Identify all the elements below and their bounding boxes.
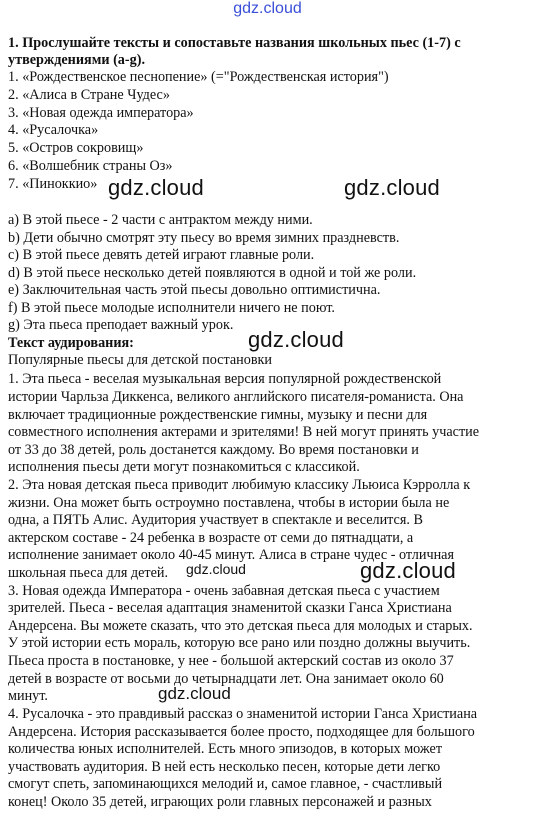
task-title: 1. Прослушайте тексты и сопоставьте названия школьных пьес (1-7) с (8, 35, 461, 51)
play-item: 6. «Волшебник страны Оз» (8, 158, 173, 174)
watermark-top: gdz.cloud (233, 0, 302, 17)
statement-item: a) В этой пьесе - 2 части с антрактом между ними. (8, 212, 313, 228)
text-line: 1. Эта пьеса - веселая музыкальная версия популярной рождественской (8, 371, 442, 387)
statement-item: g) Эта пьеса преподает важный урок. (8, 317, 234, 333)
text-line: смогут спеть, запоминающихся мелодий и, самое главное, - счастливый (8, 776, 443, 792)
text-line: школьная пьеса для детей. (8, 565, 169, 581)
play-item: 4. «Русалочка» (8, 122, 99, 138)
watermark: gdz.cloud (344, 175, 440, 200)
text-line: от 33 до 38 детей, роль достанется каждому. Во время постановки и (8, 442, 419, 458)
statement-item: d) В этой пьесе несколько детей появляются в одной и той же роли. (8, 265, 417, 281)
text-line: исполнение занимает около 40-45 минут. Алиса в стране чудес - отличная (8, 547, 454, 563)
text-line: участвовать аудитория. В ней есть несколько песен, которые дети легко (8, 759, 441, 775)
play-item: 1. «Рождественское песнопение» (="Рождественская история") (8, 69, 389, 85)
watermark: gdz.cloud (360, 558, 456, 583)
play-item: 5. «Остров сокровищ» (8, 140, 144, 156)
text-line: включает традиционные рождественские гимны, музыку и песни для (8, 407, 428, 423)
text-line: исполнения пьесы дети могут познакомиться с классикой. (8, 459, 360, 475)
watermark: gdz.cloud (108, 175, 204, 200)
play-item: 2. «Алиса в Стране Чудес» (8, 87, 170, 103)
task-title-cont: утверждениями (a-g). (8, 52, 145, 68)
statement-item: e) Заключительная часть этой пьесы довольно оптимистична. (8, 282, 381, 298)
text-line: актерском составе - 24 ребенка в возрасте от семи до пятнадцати, а (8, 530, 414, 546)
text-line: жизни. Она может быть остроумно поставлена, чтобы в истории была не (8, 495, 450, 511)
text-line: зрителей. Пьеса - веселая адаптация знаменитой сказки Ганса Христиана (8, 600, 452, 616)
text-line: Андерсена. Вы можете сказать, что это детская пьеса для молодых и старых. (8, 618, 473, 634)
text-line: истории Чарльза Диккенса, великого английского писателя-романиста. Она (8, 389, 464, 405)
play-item: 3. «Новая одежда императора» (8, 105, 194, 121)
play-item: 7. «Пиноккио» (8, 176, 98, 192)
statement-item: c) В этой пьесе девять детей играют главные роли. (8, 247, 315, 263)
text-line: 3. Новая одежда Императора - очень забавная детская пьеса с участием (8, 583, 440, 599)
listening-subtitle: Популярные пьесы для детской постановки (8, 352, 272, 368)
text-line: конец! Около 35 детей, играющих роли главных персонажей и разных (8, 794, 432, 810)
text-line: Пьеса проста в постановке, у нее - большой актерский состав из около 37 (8, 653, 454, 669)
text-line: одна, а ПЯТЬ Алис. Аудитория участвует в спектакле и веселится. В (8, 512, 423, 528)
text-line: 2. Эта новая детская пьеса приводит любимую классику Льюиса Кэрролла к (8, 477, 471, 493)
text-line: детей в возрасте от восьми до четырнадцати лет. Она занимает около 60 (8, 671, 444, 687)
listening-heading: Текст аудирования: (8, 335, 134, 351)
watermark: gdz.cloud (186, 561, 246, 577)
watermark: gdz.cloud (158, 684, 231, 703)
statement-item: f) В этой пьесе молодые исполнители ничего не поют. (8, 300, 335, 316)
statement-item: b) Дети обычно смотрят эту пьесу во время зимних праздневств. (8, 230, 400, 246)
text-line: 4. Русалочка - это правдивый рассказ о знаменитой истории Ганса Христиана (8, 706, 478, 722)
text-line: У этой истории есть мораль, которую все рано или поздно должны выучить. (8, 635, 471, 651)
text-line: совместного исполнения актерами и зрителями! В ней могут принять участие (8, 424, 480, 440)
watermark: gdz.cloud (248, 327, 344, 352)
text-line: Андерсена. История рассказывается более просто, подходящее для большого (8, 724, 475, 740)
text-line: минут. (8, 688, 48, 704)
text-line: количества юных исполнителей. Есть много эпизодов, в которых может (8, 741, 443, 757)
